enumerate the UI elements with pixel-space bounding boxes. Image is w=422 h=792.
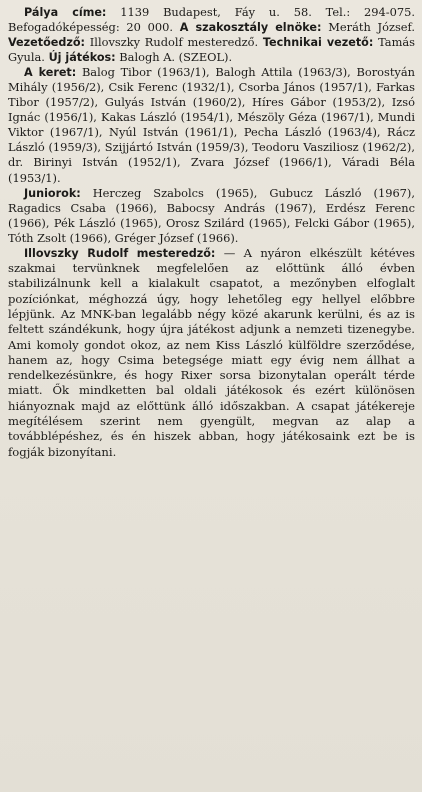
interview-text: — A nyáron elkészült kétéves szakmai tervünknek megfelelően az előttünk álló évben stabilizálnunk kell a kialakult csapatot, a mezőnyben elfoglalt pozíciónkat, méghozzá úgy, hogy lehetőleg egy hellyel előbbre lépjünk. Az MNK-ban legalább négy közé akarunk kerülni, és az is feltett szándékunk, hogy újra játékost adjunk a nemzeti tizenegybe. Ami komoly gondot okoz, az nem Kiss László külföldre szerződése, hanem az, hogy Csima betegsége miatt egy évig nem állhat a rendelkezésünkre, és hogy Rixer sorsa bizonytalan operált térde miatt. Ők mindketten bal oldali játékosok és ezért különösen hiányoznak majd az előttünk álló időszakban. A csapat játékereje megítélésem szerint nem gyengült, megvan az alap a továbblépéshez, és én hiszek abban, hogy játékosaink ezt be is fogják bizonyítani. [8, 245, 416, 459]
club-info-block [8, 5, 415, 65]
technical-director-text: Tamás Gyula. [8, 35, 416, 65]
squad-block [8, 65, 415, 185]
juniors-block [8, 186, 415, 246]
coach-label: Vezetőedző: [8, 36, 86, 50]
coach-interview-block [8, 246, 415, 460]
new-player-label: Új játékos: [48, 51, 116, 65]
juniors-text: Herczeg Szabolcs (1965), Gubucz László (1967), Ragadics Csaba (1966), Babocsy András (1967), Erdész Ferenc (1966), Pék László (1965), Orosz Szilárd (1965), Felcki Gábor (1965), Tóth Zsolt (1966), Gréger József (1966). [8, 185, 415, 245]
squad-label: A keret: [24, 66, 77, 80]
juniors-label: Juniorok: [24, 186, 81, 200]
coach-text: Illovszky Rudolf mesteredző. [89, 35, 259, 50]
president-text: Meráth József. [328, 20, 415, 35]
technical-director-label: Technikai vezető: [262, 36, 374, 50]
president-label: A szakosztály elnöke: [179, 21, 322, 35]
interview-label: Illovszky Rudolf mesteredző: [24, 246, 216, 260]
stadium-text: 1139 Budapest, Fáy u. 58. Tel.: 294-075. Befogadóképesség: 20 000. [8, 5, 415, 35]
new-player-text: Balogh A. (SZEOL). [119, 50, 233, 65]
stadium-label: Pálya címe: [24, 6, 107, 19]
squad-text: Balog Tibor (1963/1), Balogh Attila (1963/3), Borostyán Mihály (1956/2), Csik Ferenc (1932/1), Csorba János (1957/1), Farkas Tibor (1957/2), Gulyás István (1960/2), Híres Gábor (1953/2), Izsó Ignác (1956/1), Kakas László (1954/1), Mészöly Géza (1967/1), Mundi Viktor (1967/1), Nyúl István (1961/1), Pecha László (1963/4), Rácz László (1959/3), Szijjártó István (1959/3), Teodoru Vasziliosz (1962/2), dr. Birinyi István (1952/1), Zvara József (1966/1), Váradi Béla (1953/1). [8, 65, 415, 185]
